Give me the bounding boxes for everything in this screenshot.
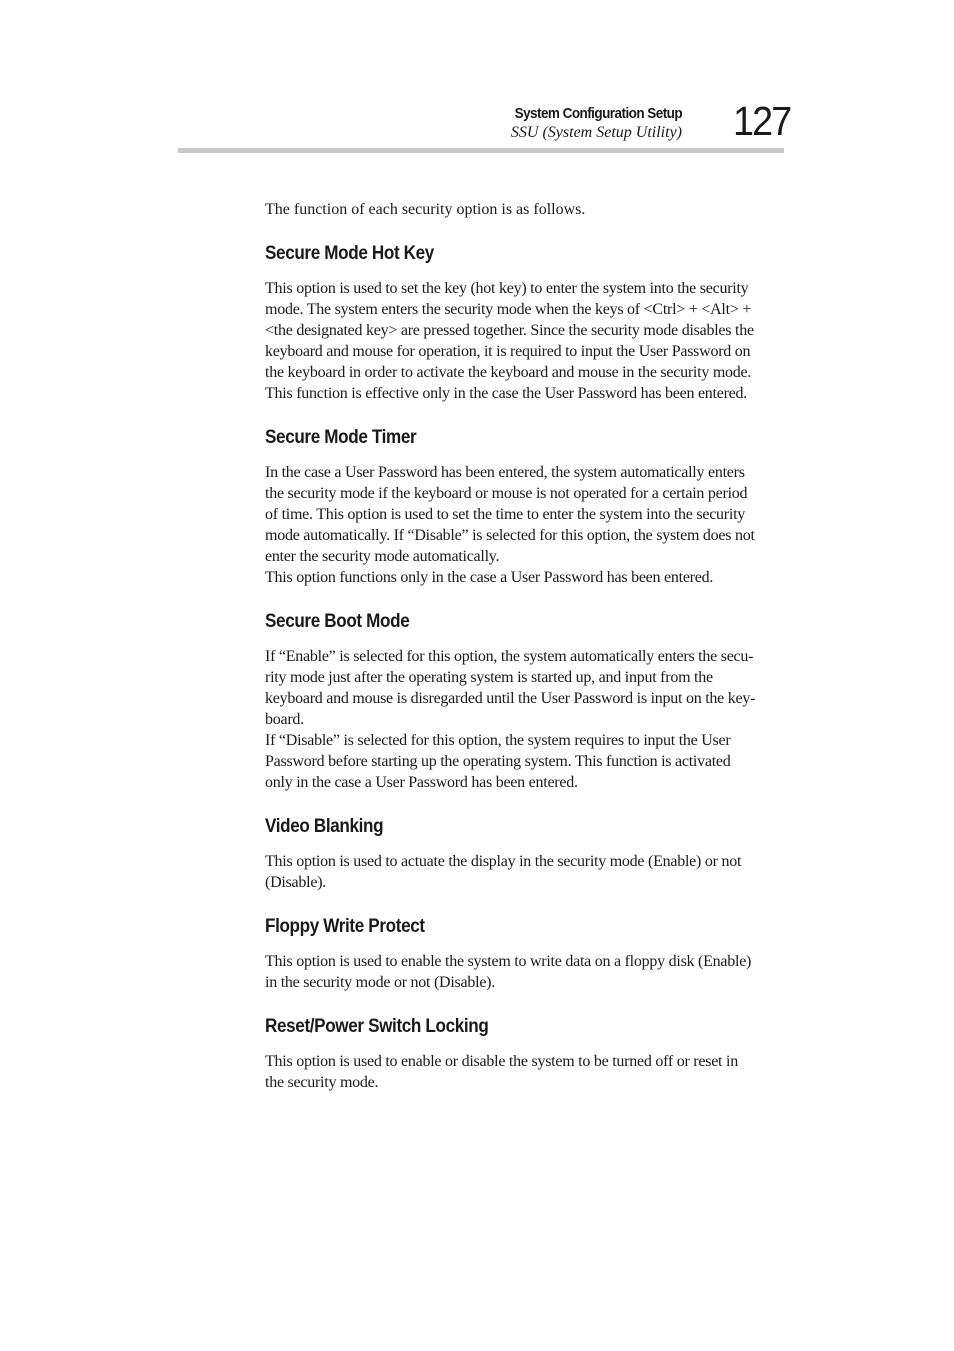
header-subtitle: SSU (System Setup Utility) bbox=[510, 124, 682, 141]
running-header bbox=[496, 104, 682, 141]
page-content bbox=[265, 199, 785, 1115]
section-heading: Video Blanking bbox=[265, 816, 384, 837]
header-divider bbox=[178, 148, 784, 153]
intro-paragraph: The function of each security option is as follows. bbox=[265, 201, 586, 218]
header-title: System Configuration Setup bbox=[514, 105, 682, 122]
section-video-blanking bbox=[265, 815, 785, 893]
section-body: If “Enable” is selected for this option, the system automatically enters the secu- rity mode just after the operating system is started up, and input from the keyboard and mouse is disregarded until the User Password is input on the key- board. If “Disable” is selected for this option, the system requires to input the User Password before starting up the operating system. This function is activated only in the case a User Password has been entered. bbox=[265, 648, 756, 791]
section-secure-boot-mode bbox=[265, 610, 785, 793]
section-body: This option is used to actuate the display in the security mode (Enable) or not (Disable). bbox=[265, 853, 742, 891]
section-body: This option is used to set the key (hot key) to enter the system into the security mode. The system enters the security mode when the keys of <Ctrl> + <Alt> + <the designated key> are pressed together. Since the security mode disables the keyboard and mouse for operation, it is required to input the User Password on the keyboard in order to activate the keyboard and mouse in the security mode. This function is effective only in the case the User Password has been entered. bbox=[265, 280, 754, 402]
section-heading: Secure Mode Hot Key bbox=[265, 243, 434, 264]
section-reset-power-switch-locking bbox=[265, 1015, 785, 1093]
section-body: This option is used to enable the system to write data on a floppy disk (Enable) in the security mode or not (Disable). bbox=[265, 953, 752, 991]
section-heading: Floppy Write Protect bbox=[265, 916, 425, 937]
section-heading: Reset/Power Switch Locking bbox=[265, 1016, 489, 1037]
section-body: This option is used to enable or disable the system to be turned off or reset in the security mode. bbox=[265, 1053, 738, 1091]
page-number: 127 bbox=[733, 98, 791, 144]
section-heading: Secure Mode Timer bbox=[265, 427, 417, 448]
section-floppy-write-protect bbox=[265, 915, 785, 993]
section-secure-mode-hot-key bbox=[265, 242, 785, 404]
section-secure-mode-timer bbox=[265, 426, 785, 588]
section-body: In the case a User Password has been entered, the system automatically enters the security mode if the keyboard or mouse is not operated for a certain period of time. This option is used to set the time to enter the system into the security mode automatically. If “Disable” is selected for this option, the system does not enter the security mode automatically. This option functions only in the case a User Password has been entered. bbox=[265, 464, 755, 586]
section-heading: Secure Boot Mode bbox=[265, 611, 410, 632]
